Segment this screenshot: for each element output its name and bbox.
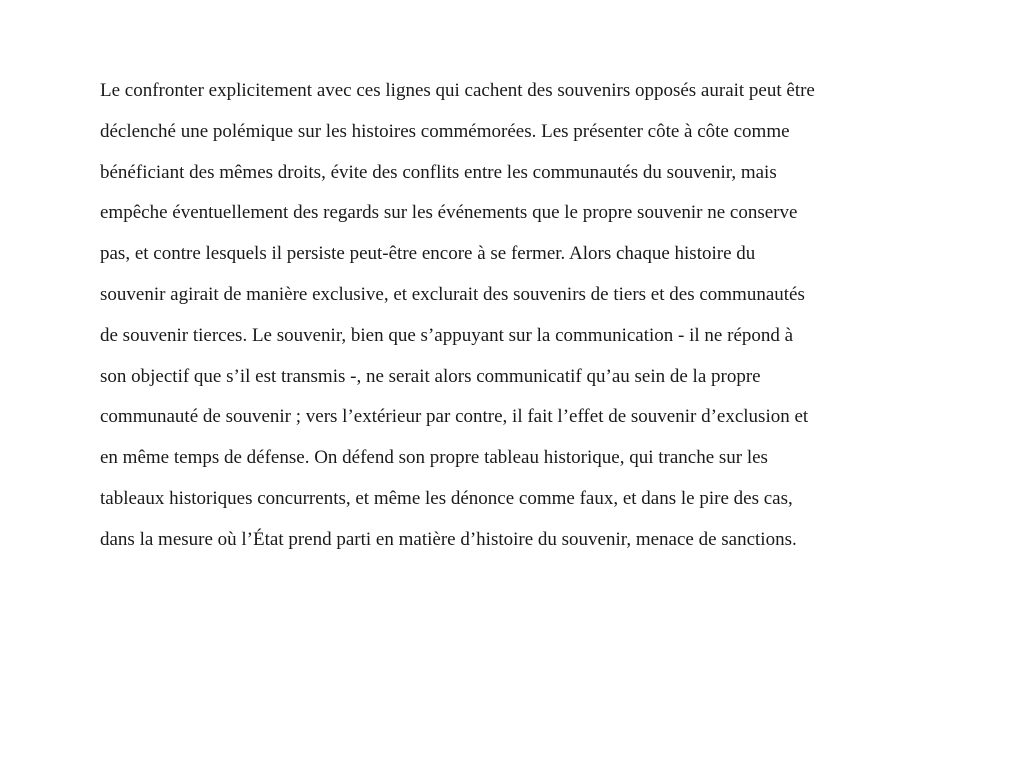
paragraph-line: souvenir agirait de manière exclusive, et exclurait des souvenirs de tiers et des communautés	[100, 283, 805, 305]
paragraph-line: pas, et contre lesquels il persiste peut-être encore à se fermer. Alors chaque histoire du	[100, 243, 756, 265]
paragraph-line: dans la mesure où l’État prend parti en matière d’histoire du souvenir, menace de sanctions.	[100, 528, 797, 550]
paragraph-line: bénéficiant des mêmes droits, évite des conflits entre les communautés du souvenir, mais	[100, 161, 777, 183]
paragraph-line: tableaux historiques concurrents, et même les dénonce comme faux, et dans le pire des cas,	[100, 487, 793, 509]
paragraph-line: de souvenir tierces. Le souvenir, bien que s’appuyant sur la communication - il ne répond à	[100, 324, 794, 346]
paragraph-line: communauté de souvenir ; vers l’extérieur par contre, il fait l’effet de souvenir d’exclusion et	[100, 406, 809, 428]
paragraph-line: Le confronter explicitement avec ces lignes qui cachent des souvenirs opposés aurait peut être	[100, 80, 815, 101]
paragraph-line: son objectif que s’il est transmis -, ne serait alors communicatif qu’au sein de la propre	[100, 365, 761, 387]
paragraph-line: déclenché une polémique sur les histoires commémorées. Les présenter côte à côte comme	[100, 120, 790, 142]
paragraph-line: en même temps de défense. On défend son propre tableau historique, qui tranche sur les	[100, 447, 768, 469]
paragraph-line: empêche éventuellement des regards sur les événements que le propre souvenir ne conserve	[100, 202, 798, 224]
body-paragraph	[100, 71, 980, 561]
